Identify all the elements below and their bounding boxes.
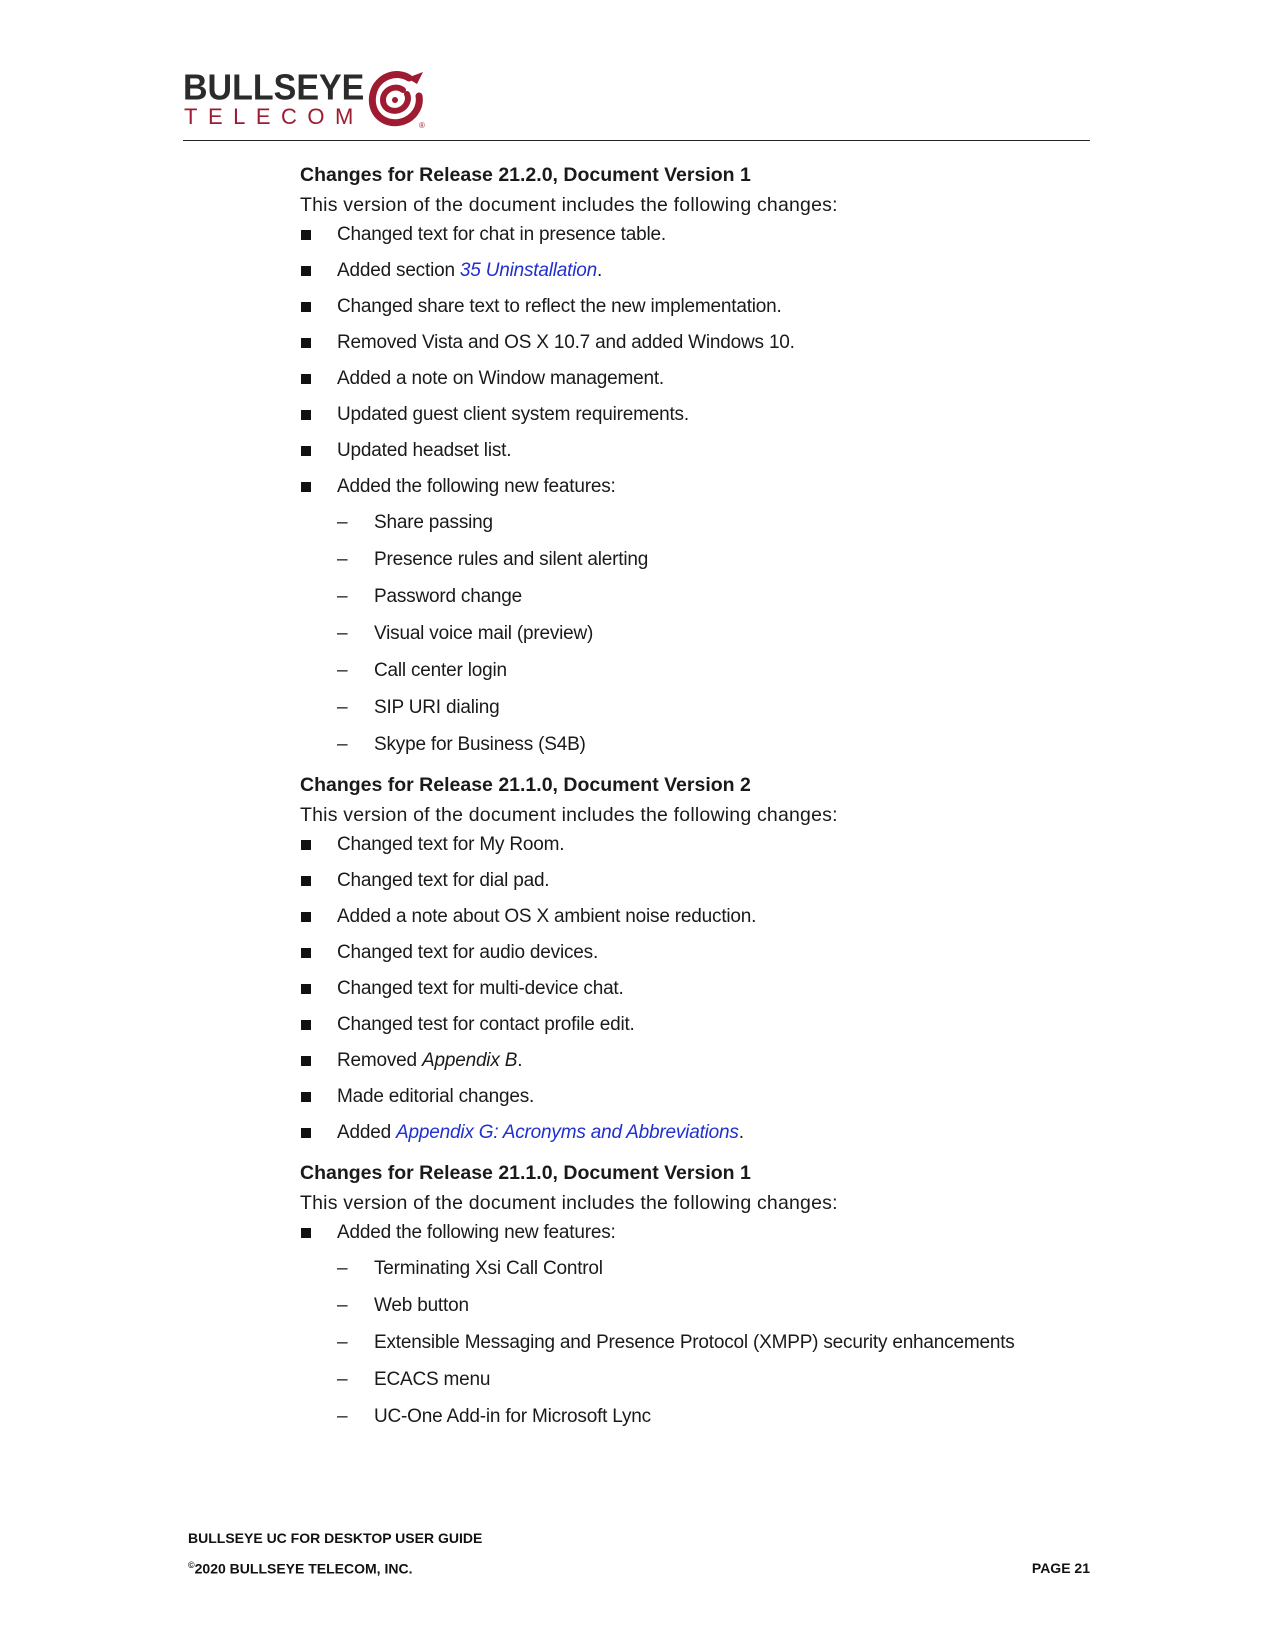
dash-bullet-icon: – — [337, 697, 348, 718]
change-list — [300, 1220, 1100, 1430]
section-intro: This version of the document includes the following changes: — [300, 194, 838, 216]
list-item-text: Added the following new features: — [337, 476, 616, 497]
list-item-text: Removed — [337, 1050, 422, 1071]
list-item — [300, 904, 1100, 930]
list-item-text: Made editorial changes. — [337, 1086, 535, 1107]
dash-bullet-icon: – — [337, 512, 348, 533]
sub-list-item-text: Visual voice mail (preview) — [374, 623, 594, 644]
dash-bullet-icon: – — [337, 734, 348, 755]
dash-bullet-icon: – — [337, 1258, 348, 1279]
dash-bullet-icon: – — [337, 1369, 348, 1390]
list-item — [300, 258, 1100, 284]
list-item-text: Added — [337, 1122, 397, 1143]
sub-list-item — [300, 510, 1100, 536]
bullet-square-icon — [301, 912, 311, 922]
section-release-21-2-0-v1 — [300, 162, 1100, 758]
bullet-square-icon — [301, 266, 311, 276]
bullet-square-icon — [301, 374, 311, 384]
feature-sublist — [300, 510, 1100, 758]
sub-list-item-text: UC-One Add-in for Microsoft Lync — [374, 1406, 651, 1427]
footer-guide-title: BULLSEYE UC FOR DESKTOP USER GUIDE — [188, 1530, 483, 1546]
section-title: Changes for Release 21.2.0, Document Version 1 — [300, 164, 751, 186]
list-item-text: Updated guest client system requirements. — [337, 404, 689, 425]
list-item-text: Changed text for audio devices. — [337, 942, 599, 963]
section-intro: This version of the document includes the following changes: — [300, 804, 838, 826]
dash-bullet-icon: – — [337, 1406, 348, 1427]
list-item-text: Added a note on Window management. — [337, 368, 664, 389]
section-title: Changes for Release 21.1.0, Document Version 2 — [300, 774, 751, 796]
list-item-text: Changed text for My Room. — [337, 834, 565, 855]
sub-list-item-text: Share passing — [374, 512, 493, 533]
sub-list-item-text: Web button — [374, 1295, 469, 1316]
bullet-square-icon — [301, 1092, 311, 1102]
list-item-text: Changed text for multi-device chat. — [337, 978, 624, 999]
dash-bullet-icon: – — [337, 660, 348, 681]
list-item — [300, 402, 1100, 428]
bullet-square-icon — [301, 410, 311, 420]
sub-list-item — [300, 732, 1100, 758]
dash-bullet-icon: – — [337, 586, 348, 607]
bullseye-telecom-logo — [183, 67, 433, 132]
list-item-text: Changed text for chat in presence table. — [337, 224, 666, 245]
logo-wordmark-telecom: TELECOM — [184, 104, 364, 129]
header-divider — [183, 140, 1090, 141]
list-item — [300, 1120, 1100, 1146]
list-item — [300, 976, 1100, 1002]
footer-copyright — [188, 1560, 412, 1577]
bullet-square-icon — [301, 482, 311, 492]
page-number: PAGE 21 — [1031, 1560, 1090, 1576]
sub-list-item — [300, 1367, 1100, 1393]
dash-bullet-icon: – — [337, 1332, 348, 1353]
dash-bullet-icon: – — [337, 623, 348, 644]
bullet-square-icon — [301, 1056, 311, 1066]
list-item-text: Changed test for contact profile edit. — [337, 1014, 635, 1035]
sub-list-item-text: Skype for Business (S4B) — [374, 734, 586, 755]
list-item-text: Changed share text to reflect the new implementation. — [337, 296, 782, 317]
sub-list-item-text: Call center login — [374, 660, 507, 681]
footer-copyright-text: 2020 BULLSEYE TELECOM, INC. — [194, 1560, 413, 1577]
bullet-square-icon — [301, 840, 311, 850]
link-appendix-g[interactable]: Appendix G: Acronyms and Abbreviations — [396, 1122, 739, 1143]
bullet-square-icon — [301, 446, 311, 456]
list-item-text: Removed Vista and OS X 10.7 and added Windows 10. — [337, 332, 795, 353]
sub-list-item-text: Presence rules and silent alerting — [374, 549, 649, 570]
bullseye-target-icon — [367, 70, 427, 130]
sub-list-item-text: ECACS menu — [374, 1369, 491, 1390]
sub-list-item-text: SIP URI dialing — [374, 697, 500, 718]
sub-list-item — [300, 1404, 1100, 1430]
section-release-21-1-0-v2 — [300, 772, 1100, 1146]
bullet-square-icon — [301, 338, 311, 348]
sub-list-item — [300, 547, 1100, 573]
sub-list-item-text: Terminating Xsi Call Control — [374, 1258, 603, 1279]
bullet-square-icon — [301, 230, 311, 240]
list-item-text: Changed text for dial pad. — [337, 870, 550, 891]
sub-list-item-text: Password change — [374, 586, 523, 607]
list-item — [300, 474, 1100, 758]
dash-bullet-icon: – — [337, 1295, 348, 1316]
list-item — [300, 1084, 1100, 1110]
list-item — [300, 366, 1100, 392]
section-intro: This version of the document includes the following changes: — [300, 1192, 838, 1214]
list-item — [300, 868, 1100, 894]
list-item — [300, 1220, 1100, 1430]
sub-list-item — [300, 584, 1100, 610]
list-item — [300, 1048, 1100, 1074]
sub-list-item — [300, 658, 1100, 684]
list-item-text: Added a note about OS X ambient noise reduction. — [337, 906, 757, 927]
list-item-text: . — [596, 260, 603, 281]
sub-list-item — [300, 621, 1100, 647]
change-list — [300, 222, 1100, 758]
sub-list-item-text: Extensible Messaging and Presence Protocol (XMPP) security enhancements — [374, 1332, 1015, 1353]
list-item-text: Updated headset list. — [337, 440, 512, 461]
sub-list-item — [300, 1293, 1100, 1319]
copyright-symbol: © — [188, 1560, 195, 1570]
feature-sublist — [300, 1256, 1100, 1430]
list-item-text: Added the following new features: — [337, 1222, 616, 1243]
appendix-b-reference: Appendix B — [422, 1050, 518, 1071]
bullet-square-icon — [301, 1020, 311, 1030]
list-item — [300, 1012, 1100, 1038]
list-item — [300, 832, 1100, 858]
list-item — [300, 330, 1100, 356]
bullet-square-icon — [301, 302, 311, 312]
list-item — [300, 222, 1100, 248]
sub-list-item — [300, 695, 1100, 721]
list-item — [300, 294, 1100, 320]
section-title: Changes for Release 21.1.0, Document Version 1 — [300, 1162, 751, 1184]
bullet-square-icon — [301, 984, 311, 994]
section-release-21-1-0-v1 — [300, 1160, 1100, 1430]
dash-bullet-icon: – — [337, 549, 348, 570]
registered-mark: ® — [419, 121, 425, 130]
link-uninstallation[interactable]: 35 Uninstallation — [459, 260, 597, 281]
bullet-square-icon — [301, 876, 311, 886]
change-list — [300, 832, 1100, 1146]
document-body — [300, 162, 1100, 1444]
list-item — [300, 940, 1100, 966]
bullet-square-icon — [301, 1228, 311, 1238]
list-item — [300, 438, 1100, 464]
list-item-text: . — [738, 1122, 744, 1143]
sub-list-item — [300, 1256, 1100, 1282]
bullet-square-icon — [301, 948, 311, 958]
list-item-text: . — [517, 1050, 523, 1071]
logo-wordmark-bullseye: BULLSEYE — [183, 67, 365, 108]
bullet-square-icon — [301, 1128, 311, 1138]
list-item-text: Added section — [337, 260, 460, 281]
sub-list-item — [300, 1330, 1100, 1356]
